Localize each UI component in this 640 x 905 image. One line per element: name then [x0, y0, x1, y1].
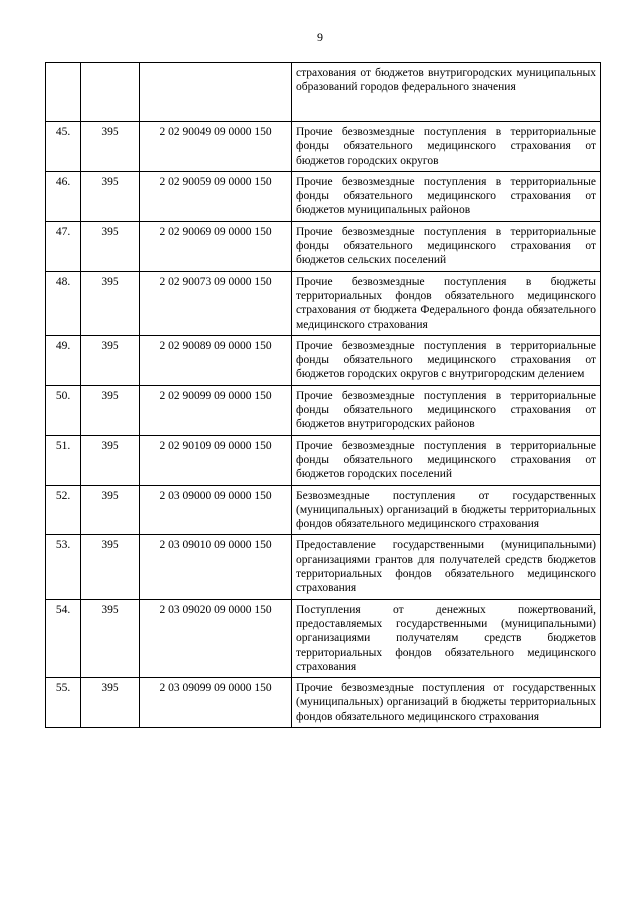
- table-row: [46, 385, 601, 435]
- budget-code-cell: 2 02 90109 09 0000 150: [140, 435, 292, 485]
- table-row: [46, 335, 601, 385]
- row-number-cell: 51.: [46, 435, 81, 485]
- admin-code-cell: 395: [81, 221, 140, 271]
- description-cell: Прочие безвозмездные поступления в территориальные фонды обязательного медицинского страхования от бюджетов городских округов с внутригородским делением: [292, 335, 601, 385]
- budget-code-cell: 2 03 09010 09 0000 150: [140, 535, 292, 599]
- admin-code-cell: 395: [81, 385, 140, 435]
- description-cell: Прочие безвозмездные поступления в территориальные фонды обязательного медицинского страхования от бюджетов внутригородских районов: [292, 385, 601, 435]
- row-number-cell: 46.: [46, 171, 81, 221]
- row-number-cell: 45.: [46, 122, 81, 172]
- budget-code-cell: 2 02 90059 09 0000 150: [140, 171, 292, 221]
- admin-code-cell: 395: [81, 485, 140, 535]
- budget-code-cell: 2 03 09099 09 0000 150: [140, 678, 292, 728]
- table-row: [46, 221, 601, 271]
- description-cell: Прочие безвозмездные поступления в территориальные фонды обязательного медицинского страхования от бюджетов городских округов: [292, 122, 601, 172]
- row-number-cell: 48.: [46, 271, 81, 335]
- budget-code-cell: 2 02 90073 09 0000 150: [140, 271, 292, 335]
- admin-code-cell: 395: [81, 122, 140, 172]
- table-row: [46, 63, 601, 122]
- row-number-cell: [46, 63, 81, 122]
- budget-code-cell: 2 02 90089 09 0000 150: [140, 335, 292, 385]
- page-number: 9: [317, 30, 323, 44]
- table-row: [46, 599, 601, 677]
- description-cell: страхования от бюджетов внутригородских муниципальных образований городов федерального значения: [292, 63, 601, 122]
- admin-code-cell: 395: [81, 271, 140, 335]
- row-number-cell: 54.: [46, 599, 81, 677]
- table-row: [46, 678, 601, 728]
- admin-code-cell: 395: [81, 435, 140, 485]
- description-cell: Поступления от денежных пожертвований, предоставляемых государственными (муниципальными) организациями получателям средств бюджетов территориальных фондов обязательного медицинского страхования: [292, 599, 601, 677]
- row-number-cell: 52.: [46, 485, 81, 535]
- description-cell: Прочие безвозмездные поступления в территориальные фонды обязательного медицинского страхования от бюджетов муниципальных районов: [292, 171, 601, 221]
- budget-code-cell: 2 03 09000 09 0000 150: [140, 485, 292, 535]
- row-number-cell: 47.: [46, 221, 81, 271]
- budget-code-cell: 2 02 90069 09 0000 150: [140, 221, 292, 271]
- row-number-cell: 55.: [46, 678, 81, 728]
- description-cell: Прочие безвозмездные поступления в территориальные фонды обязательного медицинского страхования от бюджетов городских поселений: [292, 435, 601, 485]
- description-cell: Прочие безвозмездные поступления в бюджеты территориальных фондов обязательного медицинского страхования от бюджета Федерального фонда обязательного медицинского страхования: [292, 271, 601, 335]
- description-cell: Безвозмездные поступления от государственных (муниципальных) организаций в бюджеты территориальных фондов обязательного медицинского страхования: [292, 485, 601, 535]
- admin-code-cell: 395: [81, 335, 140, 385]
- row-number-cell: 50.: [46, 385, 81, 435]
- admin-code-cell: 395: [81, 678, 140, 728]
- table-row: [46, 171, 601, 221]
- table-row: [46, 271, 601, 335]
- table-row: [46, 535, 601, 599]
- budget-code-cell: 2 02 90049 09 0000 150: [140, 122, 292, 172]
- description-cell: Прочие безвозмездные поступления в территориальные фонды обязательного медицинского страхования от бюджетов сельских поселений: [292, 221, 601, 271]
- budget-code-cell: 2 03 09020 09 0000 150: [140, 599, 292, 677]
- table-row: [46, 122, 601, 172]
- admin-code-cell: 395: [81, 535, 140, 599]
- row-number-cell: 49.: [46, 335, 81, 385]
- budget-code-cell: [140, 63, 292, 122]
- admin-code-cell: 395: [81, 599, 140, 677]
- admin-code-cell: 395: [81, 171, 140, 221]
- description-cell: Предоставление государственными (муниципальными) организациями грантов для получателей средств бюджетов территориальных фондов обязательного медицинского страхования: [292, 535, 601, 599]
- budget-codes-table: [45, 62, 601, 728]
- budget-code-cell: 2 02 90099 09 0000 150: [140, 385, 292, 435]
- table-row: [46, 435, 601, 485]
- row-number-cell: 53.: [46, 535, 81, 599]
- table-row: [46, 485, 601, 535]
- description-cell: Прочие безвозмездные поступления от государственных (муниципальных) организаций в бюджеты территориальных фондов обязательного медицинского страхования: [292, 678, 601, 728]
- admin-code-cell: [81, 63, 140, 122]
